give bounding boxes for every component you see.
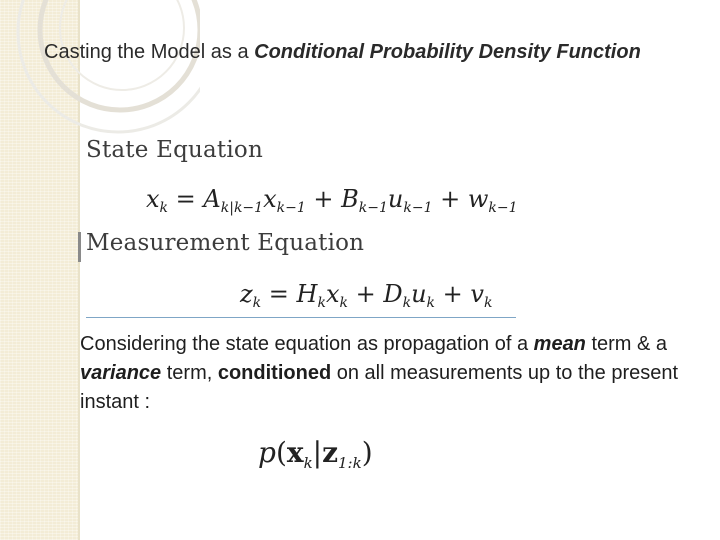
state-eq-x-sub: k−1 [276, 200, 306, 216]
state-eq-equals: = [168, 185, 204, 213]
pdf-z: z [322, 436, 339, 469]
pdf-bar: | [312, 436, 323, 469]
meas-eq-D: D [383, 280, 403, 308]
meas-eq-x-sub: k [339, 295, 348, 311]
measurement-equation-label: Measurement Equation [86, 230, 365, 256]
state-eq-A: A [203, 185, 221, 213]
state-equation [146, 185, 518, 216]
body-variance: variance [80, 362, 162, 384]
body-text-4: on all measurements up to the present instant : [80, 362, 679, 413]
pdf-x-sub: k [303, 454, 313, 472]
divider-line [86, 317, 516, 318]
state-eq-plus-2: + [432, 185, 468, 213]
measurement-equation [240, 280, 493, 311]
state-eq-B: B [341, 185, 359, 213]
state-eq-B-sub: k−1 [358, 200, 388, 216]
body-text-3: term, [161, 362, 218, 384]
state-eq-plus-1: + [305, 185, 342, 213]
pdf-close-paren: ) [361, 436, 373, 469]
meas-eq-H: H [296, 280, 318, 308]
state-eq-x: x [263, 185, 277, 213]
measurement-label-bar [78, 232, 81, 262]
body-text-1: Considering the state equation as propagation of a [80, 333, 534, 355]
pdf-expression [258, 436, 373, 472]
state-eq-u: u [387, 185, 404, 213]
title-emphasis: Conditional Probability Density Function [254, 41, 641, 63]
meas-eq-z: z [240, 280, 253, 308]
meas-eq-plus-1: + [347, 280, 384, 308]
meas-eq-u: u [411, 280, 427, 308]
meas-eq-equals: = [261, 280, 297, 308]
state-eq-A-sub: k|k−1 [220, 200, 264, 216]
meas-eq-D-sub: k [402, 295, 412, 311]
pdf-x: x [286, 436, 304, 469]
meas-eq-H-sub: k [317, 295, 326, 311]
body-conditioned: conditioned [217, 362, 332, 384]
body-paragraph [80, 330, 680, 417]
body-text-2: term & a [585, 333, 668, 355]
meas-eq-u-sub: k [426, 295, 436, 311]
meas-eq-v: v [470, 280, 484, 308]
decorative-rings [0, 0, 200, 200]
meas-eq-v-sub: k [483, 295, 493, 311]
slide-title [44, 38, 684, 67]
pdf-open-paren: ( [275, 436, 287, 469]
state-eq-lhs: x [146, 185, 160, 213]
state-eq-u-sub: k−1 [403, 200, 433, 216]
state-eq-lhs-sub: k [159, 200, 169, 216]
meas-eq-z-sub: k [252, 295, 262, 311]
meas-eq-plus-2: + [435, 280, 471, 308]
state-equation-label: State Equation [86, 137, 263, 163]
body-mean: mean [533, 333, 586, 355]
meas-eq-x: x [325, 280, 340, 308]
title-text: Casting the Model as a [44, 41, 255, 63]
state-eq-w-sub: k−1 [488, 200, 518, 216]
pdf-p: p [258, 436, 276, 469]
state-eq-w: w [467, 185, 489, 213]
pdf-z-sub: 1:k [338, 454, 362, 472]
